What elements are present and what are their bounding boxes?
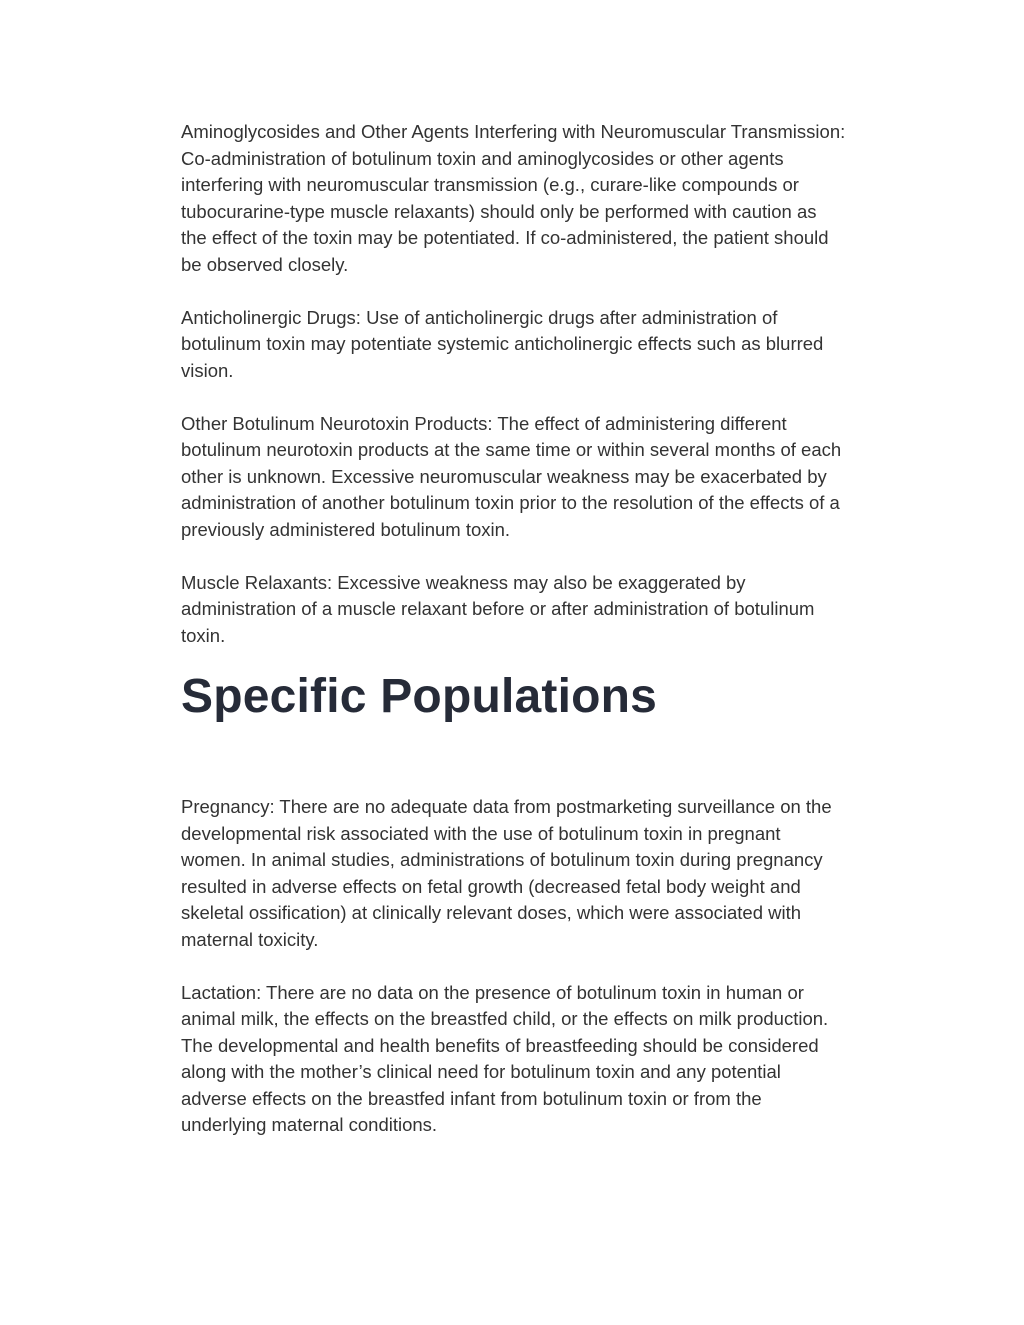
text-line: underlying maternal conditions.: [181, 1114, 438, 1135]
text-line: skeletal ossification) at clinically relevant doses, which were associated with: [181, 902, 802, 923]
paragraph-anticholinergic: [181, 305, 921, 385]
text-line: vision.: [181, 359, 234, 381]
text-line: Aminoglycosides and Other Agents Interfering with Neuromuscular Transmission:: [181, 121, 846, 142]
text-line: previously administered botulinum toxin.: [181, 518, 511, 540]
text-line: be observed closely.: [181, 253, 349, 275]
text-line: Other Botulinum Neurotoxin Products: The effect of administering different: [181, 412, 787, 434]
paragraph-other-botulinum: [181, 411, 921, 544]
paragraph-aminoglycosides: [181, 119, 921, 278]
text-line: Lactation: There are no data on the presence of botulinum toxin in human or: [181, 981, 804, 1003]
text-line: Co-administration of botulinum toxin and aminoglycosides or other agents: [181, 147, 784, 169]
specific-populations-section: [181, 794, 921, 1139]
text-line: adverse effects on the breastfed infant from botulinum toxin or from the: [181, 1087, 762, 1109]
text-line: botulinum toxin may potentiate systemic anticholinergic effects such as blurred: [181, 333, 824, 354]
text-line: interfering with neuromuscular transmission (e.g., curare-like compounds or: [181, 174, 799, 195]
text-line: The developmental and health benefits of breastfeeding should be considered: [181, 1034, 819, 1056]
section-heading: Specific Populations: [181, 670, 658, 723]
heading-wrapper: [181, 667, 921, 727]
text-line: developmental risk associated with the use of botulinum toxin in pregnant: [181, 822, 781, 844]
text-line: Anticholinergic Drugs: Use of anticholinergic drugs after administration of: [181, 306, 778, 328]
text-line: maternal toxicity.: [181, 928, 319, 950]
document-page: [181, 119, 921, 1139]
text-line: administration of a muscle relaxant before or after administration of botulinum: [181, 598, 815, 619]
text-line: Muscle Relaxants: Excessive weakness may also be exaggerated by: [181, 571, 746, 593]
text-line: botulinum neurotoxin products at the same time or within several months of each: [181, 439, 842, 460]
text-line: Pregnancy: There are no adequate data from postmarketing surveillance on the: [181, 796, 832, 817]
text-line: along with the mother’s clinical need for botulinum toxin and any potential: [181, 1061, 781, 1082]
paragraph-pregnancy: [181, 794, 921, 953]
text-line: other is unknown. Excessive neuromuscular weakness may be exacerbated by: [181, 465, 827, 487]
paragraph-lactation: [181, 980, 921, 1139]
drug-interactions-section: [181, 119, 921, 649]
text-line: toxin.: [181, 624, 226, 646]
text-line: tubocurarine-type muscle relaxants) should only be performed with caution as: [181, 200, 817, 222]
text-line: resulted in adverse effects on fetal growth (decreased fetal body weight and: [181, 875, 801, 897]
text-line: the effect of the toxin may be potentiated. If co-administered, the patient should: [181, 227, 829, 248]
text-line: animal milk, the effects on the breastfed child, or the effects on milk production.: [181, 1008, 829, 1029]
text-line: administration of another botulinum toxin prior to the resolution of the effects of a: [181, 492, 840, 513]
paragraph-muscle-relaxants: [181, 570, 921, 650]
text-line: women. In animal studies, administrations of botulinum toxin during pregnancy: [181, 849, 823, 870]
